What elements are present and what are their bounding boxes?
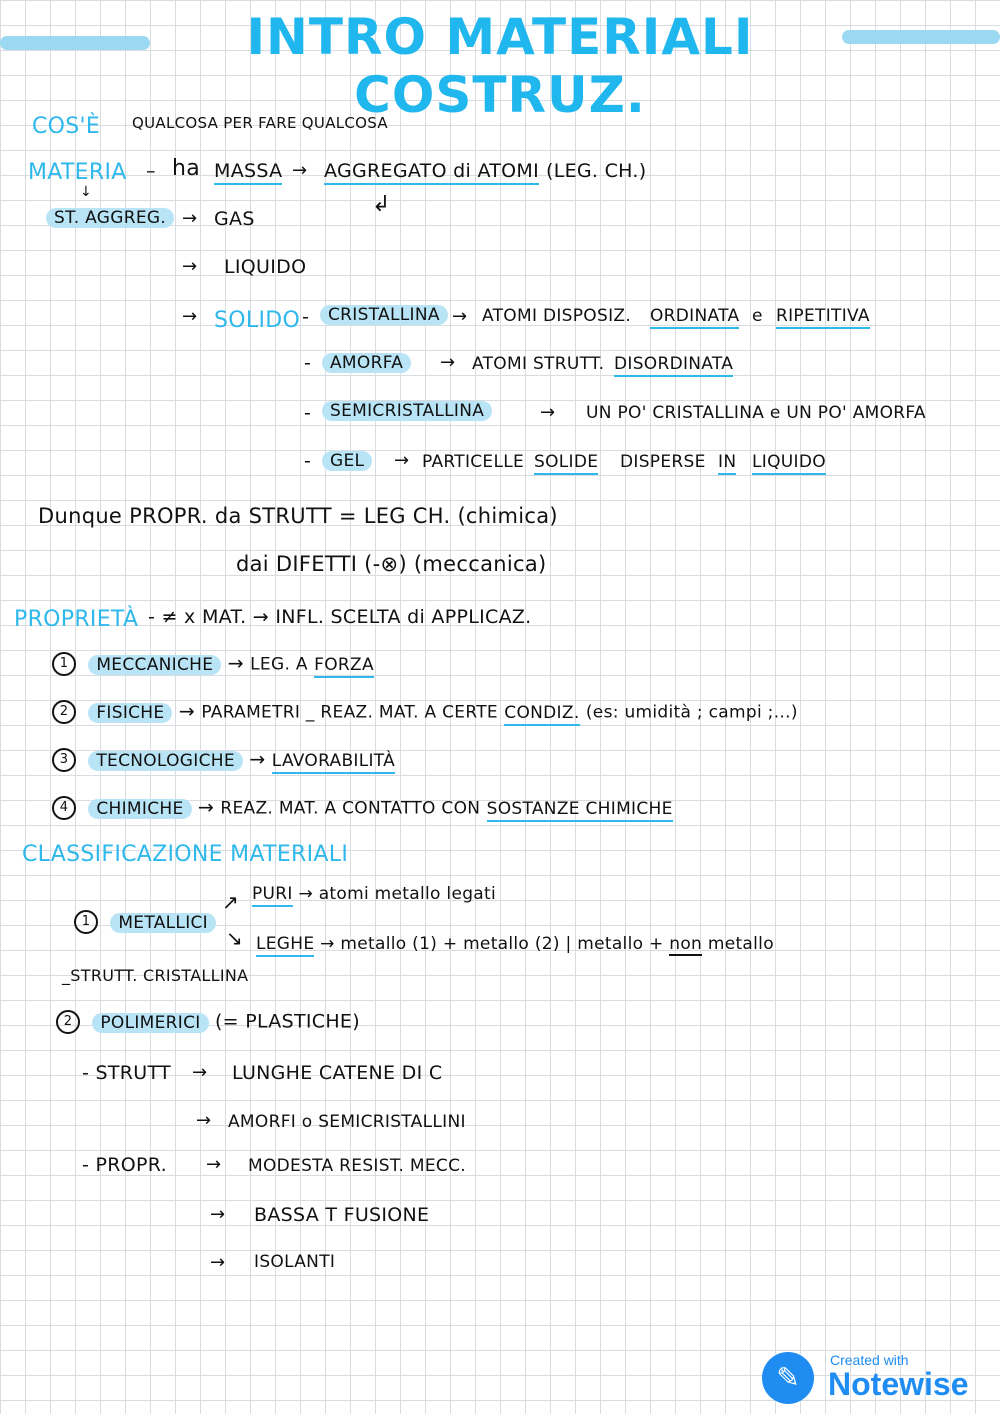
propr-item: BASSA T FUSIONE [254,1204,430,1226]
liquido2-label: LIQUIDO [752,452,826,475]
leghe-desc: metallo (1) + metallo (2) | metallo + [340,934,664,954]
leg-label: (LEG. CH.) [546,160,647,182]
arrow-icon: → [210,1204,226,1225]
gas-label: GAS [214,208,255,230]
materia-dash: – [146,160,156,182]
title-bar-right [842,30,1000,44]
arrow-icon: → [292,160,308,181]
number-circle-icon: 2 [52,700,76,724]
cristallina-label: CRISTALLINA [320,305,448,325]
classificazione-label: CLASSIFICAZIONE MATERIALI [22,842,349,867]
number-circle-icon: 3 [52,748,76,772]
leghe-row [256,934,774,954]
down-arrow-icon: ↓ [80,184,93,200]
semicristallina-desc: UN PO' CRISTALLINA e UN PO' AMORFA [586,403,926,423]
semicristallina-label: SEMICRISTALLINA [322,401,492,421]
materia-label: MATERIA [28,160,127,185]
dash: - [304,352,312,374]
strutt-item: AMORFI o SEMICRISTALLINI [228,1112,466,1132]
curved-arrow-icon: ↲ [372,192,391,217]
arrow-icon: → [210,1252,226,1273]
proprieta-item-underlined: CONDIZ. [504,703,579,726]
proprieta-desc: - ≠ x MAT. → INFL. SCELTA di APPLICAZ. [148,606,532,628]
proprieta-item-name: FISICHE [88,703,172,723]
solido-label: SOLIDO [214,308,301,333]
disordinata-label: DISORDINATA [614,354,733,377]
dunque-line-2: dai DIFETTI (-⊗) (meccanica) [236,552,547,576]
number-circle-icon: 4 [52,796,76,820]
amorfa-label: AMORFA [322,353,411,373]
amorfa-desc: ATOMI STRUTT. [472,354,605,374]
arrow-icon: → [320,934,341,954]
arrow-icon: → [440,352,456,373]
proprieta-item-name: CHIMICHE [88,799,191,819]
proprieta-item [52,652,374,676]
solide-label: SOLIDE [534,452,598,475]
non-label: non [669,934,703,954]
in-label: IN [718,452,736,475]
materia-ha: ha [172,156,201,181]
arrow-icon: → [192,1062,208,1083]
cose-text: QUALCOSA PER FARE QUALCOSA [132,114,388,132]
arrow-icon: → [394,450,410,471]
propr-item: MODESTA RESIST. MECC. [248,1156,466,1176]
arrow-icon: → [182,306,198,327]
puri-label: PURI [252,884,293,907]
page-title: INTRO MATERIALI COSTRUZ. [246,8,754,124]
number-circle-icon: 2 [56,1010,80,1034]
cose-label: COS'È [32,114,101,139]
proprieta-item-desc: LEG. A [250,654,308,675]
proprieta-item-name: TECNOLOGICHE [88,751,243,771]
arrow-icon: → [197,796,221,819]
propr-label: - PROPR. [82,1154,167,1176]
arrow-icon: → [182,208,198,229]
ripetitiva-label: RIPETITIVA [776,306,870,329]
branch-up-icon: ↗ [222,890,240,914]
proprieta-item [52,796,673,820]
dash: - [304,450,312,472]
notewise-logo [762,1350,992,1406]
proprieta-label: PROPRIETÀ [14,607,139,632]
liquido-label: LIQUIDO [224,256,307,278]
st-aggreg-label: ST. AGGREG. [46,208,174,228]
metallici-label: METALLICI [110,913,216,933]
polimerici-row [56,1010,360,1034]
number-circle-icon: 1 [74,910,98,934]
puri-desc: atomi metallo legati [318,884,497,904]
e-label: e [752,306,763,326]
arrow-icon: → [452,306,468,327]
arrow-icon: → [196,1110,212,1131]
arrow-icon: → [249,748,272,771]
gel-desc-1: PARTICELLE [422,452,525,472]
dash: - [302,306,310,328]
plastiche-label: (= PLASTICHE) [214,1010,360,1033]
puri-row [252,884,496,904]
strutt-item: LUNGHE CATENE DI C [232,1062,443,1084]
proprieta-item-desc: PARAMETRI _ REAZ. MAT. A CERTE [201,702,498,723]
arrow-icon: → [206,1154,222,1175]
cristallina-desc: ATOMI DISPOSIZ. [482,306,632,326]
title-bar-left [0,36,150,50]
proprieta-item-underlined: LAVORABILITÀ [272,751,395,774]
arrow-icon: → [182,256,198,277]
dash: - [304,402,312,424]
gel-desc-2: DISPERSE [620,452,706,472]
arrow-icon: → [298,884,319,904]
proprieta-item-desc: REAZ. MAT. A CONTATTO CON [220,798,481,819]
propr-item: ISOLANTI [254,1252,336,1272]
strutt-label: - STRUTT [82,1062,171,1084]
logo-big-text: Notewise [828,1366,969,1402]
metallo-label: metallo [707,934,774,954]
branch-down-icon: ↘ [226,926,244,950]
dunque-line-1: Dunque PROPR. da STRUTT = LEG CH. (chimica) [38,504,558,528]
proprieta-item-underlined: SOSTANZE CHIMICHE [487,799,673,822]
pen-icon: ✎ [762,1352,814,1404]
number-circle-icon: 1 [52,652,76,676]
massa-label: MASSA [214,160,282,185]
ordinata-label: ORDINATA [650,306,739,329]
proprieta-item [52,700,798,724]
leghe-label: LEGHE [256,934,314,957]
arrow-icon: → [227,652,251,675]
proprieta-item-underlined: FORZA [314,655,374,678]
proprieta-item-name: MECCANICHE [88,655,221,675]
proprieta-item [52,748,395,772]
gel-label: GEL [322,451,372,471]
polimerici-label: POLIMERICI [92,1013,208,1033]
arrow-icon: → [178,700,202,723]
arrow-icon: → [540,402,556,423]
strutt-cristallina: _STRUTT. CRISTALLINA [62,966,249,985]
aggregato-label: AGGREGATO di ATOMI [324,160,539,185]
metallici-row [74,910,216,934]
proprieta-item-tail: (es: umidità ; campi ;...) [585,702,798,723]
logo-small-text: Created with [830,1352,909,1368]
